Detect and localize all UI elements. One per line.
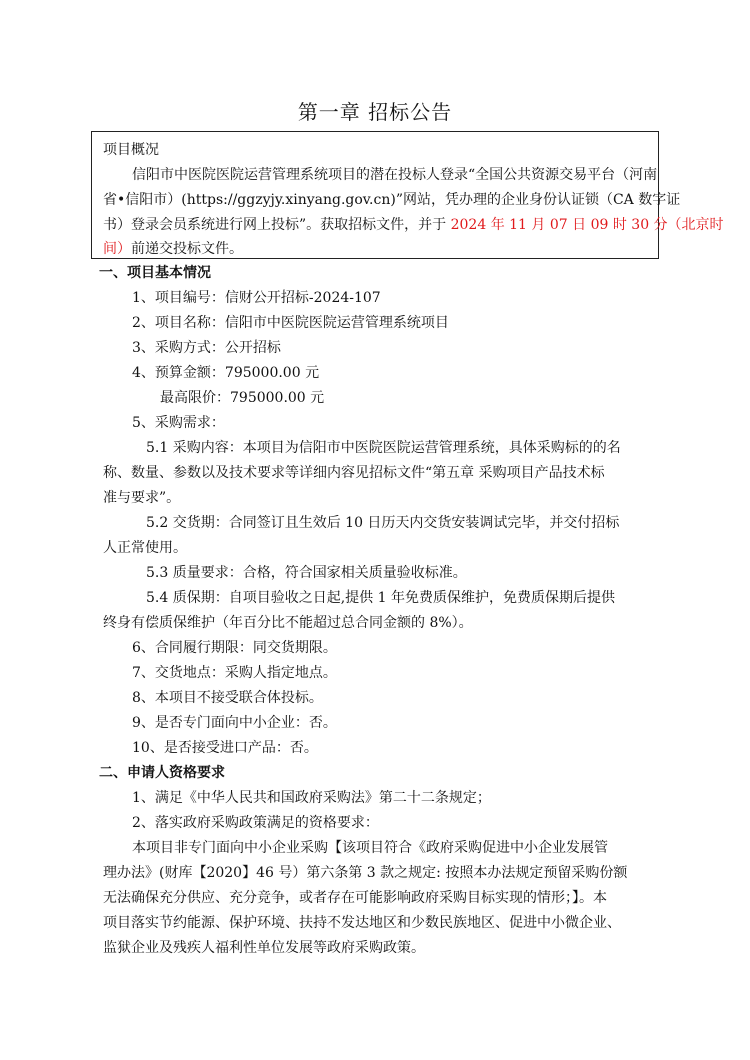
- delivery-location: 7、交货地点：采购人指定地点。: [132, 665, 337, 681]
- requirement-5-2-line-1: 5.2 交货期：合同签订且生效后 10 日历天内交货安装调试完毕，并交付招标: [146, 515, 620, 531]
- overview-line-1: 信阳市中医院医院运营管理系统项目的潜在投标人登录“全国公共资源交易平台（河南: [132, 167, 658, 183]
- procurement-method: 3、采购方式：公开招标: [132, 340, 281, 356]
- overview-heading: 项目概况: [103, 142, 159, 158]
- consortium-bidding: 8、本项目不接受联合体投标。: [132, 690, 323, 706]
- contract-period: 6、合同履行期限：同交货期限。: [132, 640, 337, 656]
- overview-line-4-text: 前递交投标文件。: [131, 241, 243, 257]
- deadline-text: 2024 年 11 月 07 日 09 时 30 分（北京时: [450, 217, 724, 233]
- page-title: 第一章 招标公告: [297, 100, 453, 124]
- requirement-5-1-line-1: 5.1 采购内容：本项目为信阳市中医院医院运营管理系统，具体采购标的的名: [146, 440, 621, 456]
- overview-line-4: [103, 242, 243, 256]
- sme-dedicated: 9、是否专门面向中小企业：否。: [132, 715, 337, 731]
- project-name: 2、项目名称：信阳市中医院医院运营管理系统项目: [132, 315, 449, 331]
- requirement-5-4-line-2: 终身有偿质保维护（年百分比不能超过总合同金额的 8%）。: [103, 615, 473, 631]
- overview-line-2: 省•信阳市）(https://ggzyjy.xinyang.gov.cn)”网站，凭办理的企业身份认证锁（CA 数字证: [103, 192, 681, 208]
- requirement-5-1-line-2: 称、数量、参数以及技术要求等详细内容见招标文件“第五章 采购项目产品技术标: [103, 465, 605, 481]
- overview-line-3-text: 书）登录会员系统进行网上投标”。获取招标文件，并于: [103, 217, 451, 233]
- requirement-5-4-line-1: 5.4 质保期：自项目验收之日起,提供 1 年免费质保维护，免费质保期后提供: [146, 590, 615, 606]
- policy-paragraph-line-3: 无法确保充分供应、充分竞争，或者存在可能影响政府采购目标实现的情形；】。本: [103, 890, 607, 906]
- budget-amount: 4、预算金额：795000.00 元: [132, 365, 320, 381]
- max-price: 最高限价：795000.00 元: [160, 390, 325, 406]
- policy-paragraph-line-4: 项目落实节约能源、保护环境、扶持不发达地区和少数民族地区、促进中小微企业、: [103, 915, 621, 931]
- section-2-heading: 二、申请人资格要求: [99, 765, 225, 781]
- project-number: 1、项目编号：信财公开招标-2024-107: [132, 290, 381, 306]
- section-1-heading: 一、项目基本情况: [99, 265, 211, 281]
- overview-line-3: [103, 218, 724, 232]
- qualification-2: 2、落实政府采购政策满足的资格要求：: [132, 815, 379, 831]
- policy-paragraph-line-5: 监狱企业及残疾人福利性单位发展等政府采购政策。: [103, 940, 425, 956]
- requirement-5-3: 5.3 质量要求：合格，符合国家相关质量验收标准。: [146, 565, 467, 581]
- policy-paragraph-line-1: 本项目非专门面向中小企业采购【该项目符合《政府采购促进中小企业发展管: [132, 840, 608, 856]
- policy-paragraph-line-2: 理办法》(财库【2020】46 号）第六条第 3 款之规定: 按照本办法规定预留采购份额: [103, 865, 628, 881]
- deadline-text-end: 间）: [103, 241, 131, 257]
- requirement-5-1-line-3: 准与要求”。: [103, 490, 181, 506]
- requirement-5-2-line-2: 人正常使用。: [103, 540, 187, 556]
- procurement-requirements-heading: 5、采购需求：: [132, 415, 225, 431]
- imported-products: 10、是否接受进口产品：否。: [132, 740, 318, 756]
- qualification-1: 1、满足《中华人民共和国政府采购法》第二十二条规定；: [132, 790, 491, 806]
